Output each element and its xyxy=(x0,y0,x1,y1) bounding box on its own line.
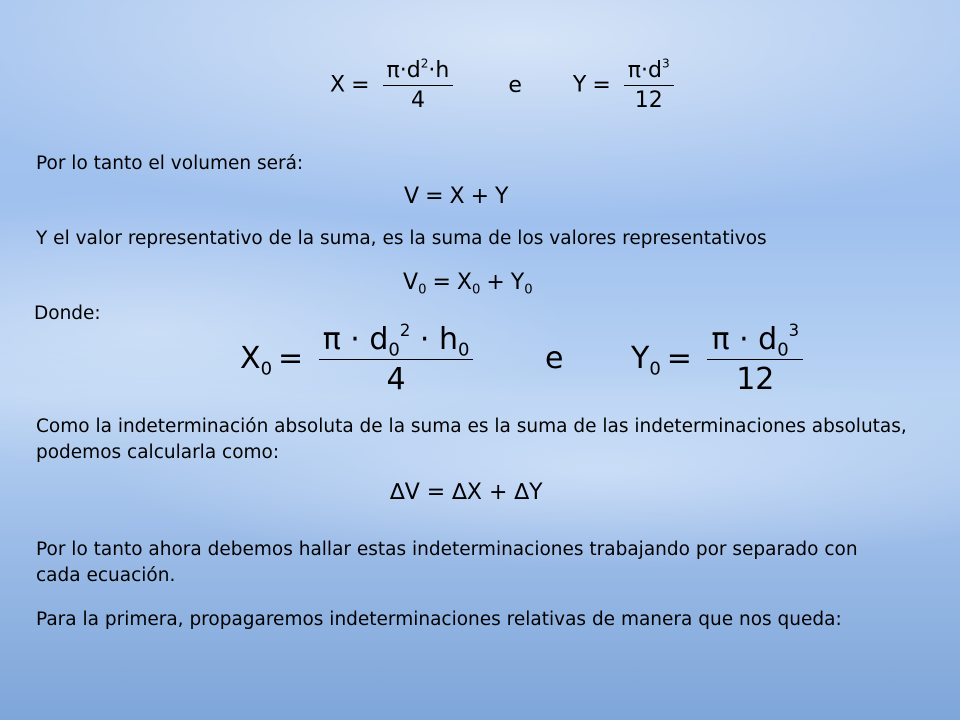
eq2-conjunction: e xyxy=(545,341,564,376)
eq2-x-lhs: $X_0$ = xyxy=(240,341,304,380)
eq2-y-numerator: $\pi \cdot d_0^3$ xyxy=(711,320,800,361)
text-volumen: Por lo tanto el volumen será: xyxy=(36,153,304,174)
eq2-x-numerator: $\pi \cdot d_0^2 \cdot h_0$ xyxy=(322,320,470,361)
eq1-y-fraction xyxy=(624,58,674,113)
eq1-x-lhs: X = xyxy=(330,72,370,98)
text-indeterminacion: Como la indeterminación absoluta de la suma es la suma de las indeterminaciones absolutas, podemos calcularla como: xyxy=(36,416,907,463)
eq1-x-fraction xyxy=(383,58,454,113)
eq2-x-fraction xyxy=(319,322,474,397)
eq1-x-denominator: 4 xyxy=(383,85,454,113)
eq2-y-denominator: 12 xyxy=(707,359,803,397)
equation-x-y xyxy=(330,58,674,113)
eq1-conjunction: e xyxy=(508,72,522,98)
eq2-y-fraction xyxy=(707,322,803,397)
eq1-y-lhs: Y = xyxy=(572,72,611,98)
equation-v0: $V_0 = X_0 + Y_0$ xyxy=(403,270,533,298)
eq1-y-numerator: $\pi\cdot d^3$ xyxy=(627,56,670,83)
eq1-x-numerator: $\pi\cdot d^2\cdot h$ xyxy=(386,56,450,83)
eq1-y-denominator: 12 xyxy=(624,85,674,113)
eq2-y-lhs: $Y_0$ = xyxy=(631,341,692,380)
equation-v: V = X + Y xyxy=(404,184,509,209)
text-donde: Donde: xyxy=(34,303,101,324)
text-valor-representativo: Y el valor representativo de la suma, es la suma de los valores representativos xyxy=(36,228,767,249)
eq2-x-denominator: 4 xyxy=(319,359,474,397)
text-hallar: Por lo tanto ahora debemos hallar estas indeterminaciones trabajando por separado con cada ecuación. xyxy=(36,539,858,586)
equation-delta: ∆V = ∆X + ∆Y xyxy=(390,480,543,505)
text-primera: Para la primera, propagaremos indeterminaciones relativas de manera que nos queda: xyxy=(36,609,842,630)
equation-x0-y0 xyxy=(240,322,803,397)
